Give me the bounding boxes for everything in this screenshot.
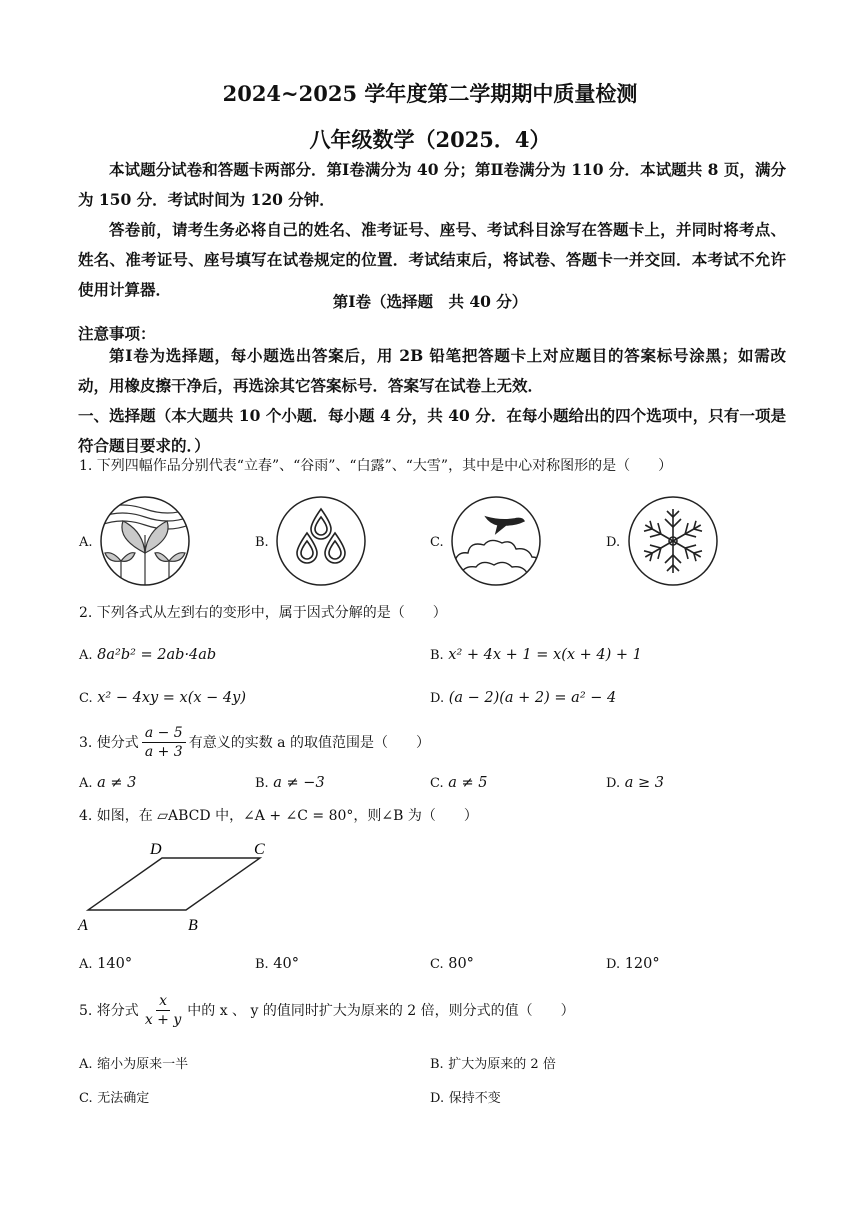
q3-numerator: a − 5 (142, 724, 186, 743)
q3-option-c-label: C. (430, 776, 444, 791)
question-1-stem: 1. 下列四幅作品分别代表“立春”、“谷雨”、“白露”、“大雪”，其中是中心对称图形的是（ ） (79, 458, 673, 474)
q5-option-c-label: C. (79, 1091, 93, 1106)
q1-figure-a-spring (99, 495, 191, 587)
q4-option-d-text: 120° (624, 956, 660, 972)
q4-option-d[interactable] (606, 954, 660, 975)
q5-prefix: 5. 将分式 (79, 1002, 139, 1019)
q3-fraction (142, 724, 186, 761)
q1-figure-c-white-dew (450, 495, 542, 587)
q3-option-a-label: A. (79, 776, 93, 791)
intro-paragraph-2: 答卷前，请考生务必将自己的姓名、准考证号、座号、考试科目涂写在答题卡上，并同时将考点、姓名、准考证号、座号填写在试卷规定的位置．考试结束后，将试卷、答题卡一并交回．本考试不允许使用计算器． (78, 220, 786, 299)
q4-option-a[interactable] (79, 954, 132, 975)
q5-option-c-text: 无法确定 (97, 1091, 150, 1106)
q4-option-c[interactable] (430, 954, 474, 975)
q4-option-a-text: 140° (97, 956, 133, 972)
question-2-stem: 2. 下列各式从左到右的变形中，属于因式分解的是（ ） (79, 605, 447, 621)
q4-option-d-label: D. (606, 957, 621, 972)
q5-option-d-text: 保持不变 (448, 1091, 501, 1106)
q2-option-b-label: B. (430, 648, 444, 663)
q1-option-d-label: D. (606, 535, 621, 550)
vertex-c-label: C (254, 841, 265, 858)
q2-option-d-label: D. (430, 691, 445, 706)
question-5-stem (79, 992, 799, 1029)
q1-option-a-label: A. (79, 535, 93, 550)
q5-numerator: x (156, 992, 170, 1011)
q5-option-b[interactable] (430, 1054, 556, 1075)
q1-figure-d-snowflake (627, 495, 719, 587)
q2-option-a-text: 8a²b² = 2ab·4ab (97, 647, 217, 663)
q5-option-a-label: A. (79, 1057, 93, 1072)
q5-fraction (142, 992, 184, 1029)
q5-option-b-text: 扩大为原来的 2 倍 (448, 1057, 556, 1072)
q2-option-d[interactable] (430, 688, 616, 709)
q2-option-c[interactable] (79, 688, 246, 709)
q5-option-d[interactable] (430, 1088, 501, 1109)
q3-option-d-label: D. (606, 776, 621, 791)
q5-option-c[interactable] (79, 1088, 149, 1109)
question-3-stem (79, 724, 799, 761)
q3-option-d-text: a ≥ 3 (624, 775, 664, 791)
q5-denominator: x + y (144, 1012, 182, 1028)
q5-suffix: 中的 x 、 y 的值同时扩大为原来的 2 倍，则分式的值（ ） (187, 1002, 575, 1019)
q2-option-c-label: C. (79, 691, 93, 706)
q4-option-b-label: B. (255, 957, 269, 972)
q4-option-c-label: C. (430, 957, 444, 972)
vertex-a-label: A (78, 917, 88, 934)
q4-option-c-text: 80° (448, 956, 474, 972)
q1-figure-b-grain-rain (275, 495, 367, 587)
q2-option-a-label: A. (79, 648, 93, 663)
section-title: 第Ⅰ卷（选择题 共 40 分） (332, 292, 528, 311)
q2-option-d-text: (a − 2)(a + 2) = a² − 4 (448, 690, 617, 706)
notice-body: 第Ⅰ卷为选择题，每小题选出答案后，用 2B 铅笔把答题卡上对应题目的答案标号涂黑；如需改动，用橡皮擦干净后，再选涂其它答案标号．答案写在试卷上无效． (78, 346, 786, 395)
q3-option-c[interactable] (430, 773, 487, 794)
q1-option-b-label: B. (255, 535, 269, 550)
q3-option-d[interactable] (606, 773, 664, 794)
q1-option-c-label: C. (430, 535, 444, 550)
q4-parallelogram-figure (74, 840, 274, 936)
q5-option-a[interactable] (79, 1054, 188, 1075)
notice-heading: 注意事项： (78, 324, 156, 343)
question-4-stem: 4. 如图，在 ▱ABCD 中，∠A + ∠C = 80°，则∠B 为（ ） (79, 808, 478, 824)
q3-option-c-text: a ≠ 5 (448, 775, 488, 791)
q4-option-a-label: A. (79, 957, 93, 972)
intro-paragraph-1: 本试题分试卷和答题卡两部分．第Ⅰ卷满分为 40 分；第Ⅱ卷满分为 110 分．本试题共 8 页，满分为 150 分．考试时间为 120 分钟． (78, 160, 786, 209)
q3-option-a-text: a ≠ 3 (97, 775, 137, 791)
q5-option-d-label: D. (430, 1091, 445, 1106)
q3-prefix: 3. 使分式 (79, 734, 139, 751)
q2-option-b-text: x² + 4x + 1 = x(x + 4) + 1 (448, 647, 642, 663)
q2-option-c-text: x² − 4xy = x(x − 4y) (97, 690, 247, 706)
q2-option-a[interactable] (79, 645, 216, 666)
q4-option-b[interactable] (255, 954, 299, 975)
vertex-d-label: D (150, 841, 162, 858)
parallelogram-shape (88, 858, 260, 910)
q2-option-b[interactable] (430, 645, 642, 666)
q3-option-b[interactable] (255, 773, 325, 794)
page-subtitle: 八年级数学（2025．4） (309, 127, 551, 152)
q3-option-a[interactable] (79, 773, 136, 794)
q3-option-b-label: B. (255, 776, 269, 791)
q5-option-b-label: B. (430, 1057, 444, 1072)
page-title: 2024~2025 学年度第二学期期中质量检测 (222, 81, 638, 106)
q3-option-b-text: a ≠ −3 (273, 775, 325, 791)
part-heading: 一、选择题（本大题共 10 个小题．每小题 4 分，共 40 分．在每小题给出的四个选项中，只有一项是符合题目要求的．） (78, 406, 786, 455)
vertex-b-label: B (188, 917, 198, 934)
q5-option-a-text: 缩小为原来一半 (97, 1057, 189, 1072)
q4-option-b-text: 40° (273, 956, 299, 972)
q3-denominator: a + 3 (144, 744, 183, 760)
q3-suffix: 有意义的实数 a 的取值范围是（ ） (188, 734, 430, 751)
